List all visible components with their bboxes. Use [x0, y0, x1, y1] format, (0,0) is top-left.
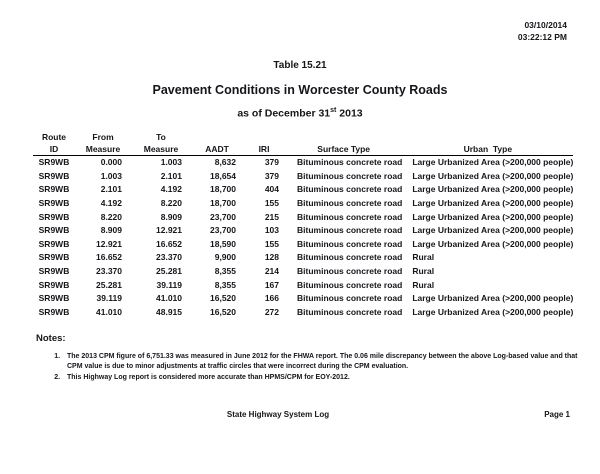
cell-route-id: SR9WB — [38, 198, 70, 209]
cell-urban-type: Large Urbanized Area (>200,000 people) — [412, 184, 574, 195]
table-row — [33, 183, 573, 197]
pavement-conditions-table — [33, 131, 573, 319]
cell-from-measure: 8.909 — [100, 225, 122, 236]
cell-to-measure: 12.921 — [156, 225, 182, 236]
table-row — [33, 251, 573, 265]
table-row — [33, 237, 573, 251]
table-row — [33, 278, 573, 292]
table-row — [33, 264, 573, 278]
cell-from-measure: 4.192 — [100, 198, 122, 209]
cell-aadt: 16,520 — [210, 306, 236, 317]
cell-from-measure: 41.010 — [96, 306, 122, 317]
notes-list — [36, 352, 581, 383]
cell-iri: 167 — [264, 279, 279, 290]
cell-urban-type: Rural — [412, 279, 435, 290]
col-header-to-measure: Measure — [131, 143, 191, 155]
cell-aadt: 16,520 — [210, 293, 236, 304]
col-header-to: To — [156, 132, 166, 142]
cell-urban-type: Rural — [412, 266, 435, 277]
cell-to-measure: 8.909 — [160, 211, 182, 222]
col-header-surface-type: Surface Type — [285, 143, 402, 155]
page-title: Pavement Conditions in Worcester County Roads — [152, 83, 448, 97]
cell-to-measure: 39.119 — [156, 279, 182, 290]
cell-surface-type: Bituminous concrete road — [297, 198, 403, 209]
col-header-urban-type: Urban Type — [402, 143, 573, 155]
note-item: 1. The 2013 CPM figure of 6,751.33 was measured in June 2012 for the FHWA report. The 0.06 mile discrepancy between the above Log-based value and that CPM value is due to minor adjustments at traffic circles that were incorrect during the CPM evaluation. — [62, 352, 581, 372]
cell-route-id: SR9WB — [38, 157, 70, 168]
subtitle-suffix: 2013 — [336, 107, 363, 120]
cell-route-id: SR9WB — [38, 225, 70, 236]
subtitle-prefix: as of December 31 — [237, 107, 331, 120]
cell-aadt: 18,700 — [210, 184, 236, 195]
notes-section — [36, 333, 581, 384]
col-header-aadt: AADT — [191, 143, 243, 155]
cell-to-measure: 16.652 — [156, 238, 182, 249]
footer-title: State Highway System Log — [226, 410, 330, 419]
cell-route-id: SR9WB — [38, 279, 70, 290]
cell-urban-type: Large Urbanized Area (>200,000 people) — [412, 211, 574, 222]
cell-from-measure: 1.003 — [100, 170, 122, 181]
cell-route-id: SR9WB — [38, 252, 70, 263]
cell-from-measure: 2.101 — [100, 184, 122, 195]
cell-iri: 103 — [264, 225, 279, 236]
cell-from-measure: 23.370 — [96, 266, 122, 277]
col-header-id: ID — [33, 143, 75, 155]
cell-iri: 214 — [264, 266, 279, 277]
cell-from-measure: 8.220 — [100, 211, 122, 222]
table-row — [33, 291, 573, 305]
subtitle — [0, 107, 600, 120]
cell-aadt: 23,700 — [210, 211, 236, 222]
cell-from-measure: 16.652 — [96, 252, 122, 263]
cell-surface-type: Bituminous concrete road — [297, 170, 403, 181]
cell-route-id: SR9WB — [38, 306, 70, 317]
cell-urban-type: Large Urbanized Area (>200,000 people) — [412, 157, 574, 168]
cell-to-measure: 2.101 — [160, 170, 182, 181]
table-header — [33, 131, 573, 155]
cell-iri: 272 — [264, 306, 279, 317]
cell-to-measure: 8.220 — [160, 198, 182, 209]
print-datetime — [518, 19, 567, 43]
cell-surface-type: Bituminous concrete road — [297, 293, 403, 304]
cell-aadt: 18,654 — [210, 170, 236, 181]
note-item: 2. This Highway Log report is considered more accurate than HPMS/CPM for EOY-2012. — [62, 373, 581, 383]
cell-aadt: 18,700 — [210, 198, 236, 209]
cell-from-measure: 25.281 — [96, 279, 122, 290]
cell-iri: 166 — [264, 293, 279, 304]
table-row — [33, 155, 573, 169]
col-header-surface-spacer — [285, 131, 402, 143]
col-header-iri: IRI — [243, 143, 285, 155]
page-footer — [0, 410, 600, 424]
cell-iri: 379 — [264, 157, 279, 168]
cell-to-measure: 1.003 — [160, 157, 182, 168]
cell-surface-type: Bituminous concrete road — [297, 279, 403, 290]
table-row — [33, 196, 573, 210]
title-block — [0, 60, 600, 120]
cell-surface-type: Bituminous concrete road — [297, 225, 403, 236]
cell-route-id: SR9WB — [38, 293, 70, 304]
cell-from-measure: 0.000 — [100, 157, 122, 168]
table-row — [33, 169, 573, 183]
cell-iri: 155 — [264, 198, 279, 209]
cell-iri: 128 — [264, 252, 279, 263]
cell-to-measure: 4.192 — [160, 184, 182, 195]
cell-iri: 215 — [264, 211, 279, 222]
cell-route-id: SR9WB — [38, 184, 70, 195]
col-header-from-measure: Measure — [75, 143, 131, 155]
cell-surface-type: Bituminous concrete road — [297, 266, 403, 277]
cell-urban-type: Large Urbanized Area (>200,000 people) — [412, 293, 574, 304]
cell-surface-type: Bituminous concrete road — [297, 252, 403, 263]
cell-surface-type: Bituminous concrete road — [297, 184, 403, 195]
cell-to-measure: 25.281 — [156, 266, 182, 277]
cell-surface-type: Bituminous concrete road — [297, 157, 403, 168]
table-row — [33, 210, 573, 224]
col-header-urban-spacer — [402, 131, 573, 143]
col-header-iri-spacer — [243, 131, 285, 143]
cell-to-measure: 48.915 — [156, 306, 182, 317]
cell-urban-type: Large Urbanized Area (>200,000 people) — [412, 306, 574, 317]
cell-urban-type: Large Urbanized Area (>200,000 people) — [412, 170, 574, 181]
table-number: Table 15.21 — [273, 60, 327, 71]
cell-urban-type: Large Urbanized Area (>200,000 people) — [412, 238, 574, 249]
cell-from-measure: 39.119 — [96, 293, 122, 304]
page-number: Page 1 — [544, 410, 570, 419]
cell-iri: 379 — [264, 170, 279, 181]
cell-aadt: 8,355 — [214, 279, 236, 290]
col-header-route: Route — [41, 132, 67, 142]
print-time: 03:22:12 PM — [517, 32, 567, 42]
header-row-2 — [33, 143, 573, 155]
cell-urban-type: Large Urbanized Area (>200,000 people) — [412, 198, 574, 209]
notes-heading: Notes: — [36, 333, 66, 344]
col-header-aadt-spacer — [191, 131, 243, 143]
cell-aadt: 18,590 — [210, 238, 236, 249]
cell-aadt: 8,632 — [214, 157, 236, 168]
cell-to-measure: 23.370 — [156, 252, 182, 263]
subtitle-superscript: st — [330, 107, 337, 114]
table-row — [33, 305, 573, 319]
cell-aadt: 23,700 — [210, 225, 236, 236]
print-date: 03/10/2014 — [524, 20, 567, 30]
cell-route-id: SR9WB — [38, 170, 70, 181]
cell-aadt: 9,900 — [214, 252, 236, 263]
col-header-from: From — [92, 132, 114, 142]
cell-route-id: SR9WB — [38, 266, 70, 277]
cell-to-measure: 41.010 — [156, 293, 182, 304]
cell-aadt: 8,355 — [214, 266, 236, 277]
cell-iri: 404 — [264, 184, 279, 195]
cell-route-id: SR9WB — [38, 211, 70, 222]
cell-surface-type: Bituminous concrete road — [297, 306, 403, 317]
cell-urban-type: Large Urbanized Area (>200,000 people) — [412, 225, 574, 236]
cell-surface-type: Bituminous concrete road — [297, 211, 403, 222]
cell-surface-type: Bituminous concrete road — [297, 238, 403, 249]
cell-from-measure: 12.921 — [96, 238, 122, 249]
cell-urban-type: Rural — [412, 252, 435, 263]
cell-iri: 155 — [264, 238, 279, 249]
cell-route-id: SR9WB — [38, 238, 70, 249]
table-row — [33, 223, 573, 237]
header-row-1 — [33, 131, 573, 143]
table-body — [33, 155, 573, 319]
